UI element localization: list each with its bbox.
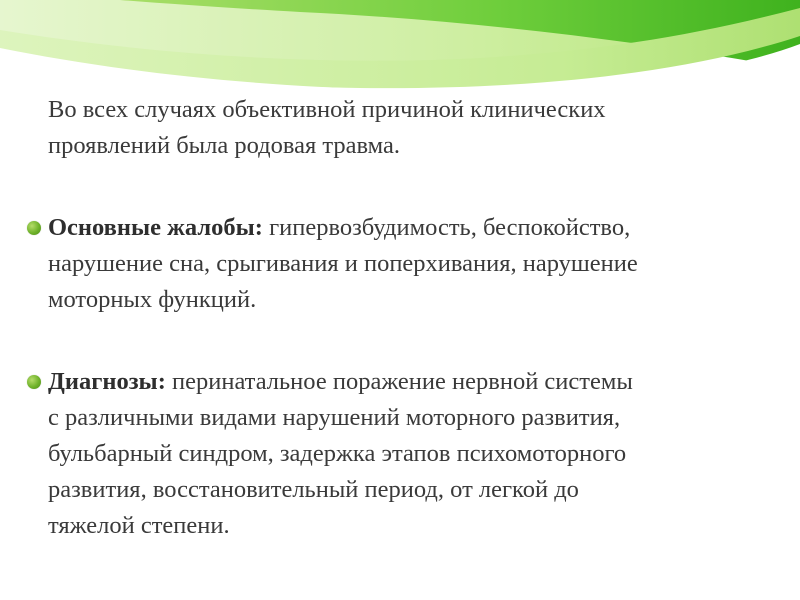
intro-paragraph: Во всех случаях объективной причиной клинических проявлений была родовая травма. (48, 96, 606, 159)
green-circle-bullet-icon (27, 375, 41, 389)
diagnoses-label: Диагнозы: (48, 368, 166, 395)
green-circle-bullet-icon (27, 221, 41, 235)
complaints-label: Основные жалобы: (48, 214, 263, 241)
complaints-text: гипервозбудимость, беспокойство, нарушение сна, срыгивания и поперхивания, нарушение моторных функций. (48, 214, 638, 313)
diagnoses-paragraph (48, 364, 768, 544)
complaints-paragraph (48, 210, 768, 318)
diagnoses-text: перинатальное поражение нервной системы с различными видами нарушений моторного развития, бульбарный синдром, задержка этапов психомоторного развития, восстановительный период, от легкой до тяжелой степени. (48, 368, 633, 539)
